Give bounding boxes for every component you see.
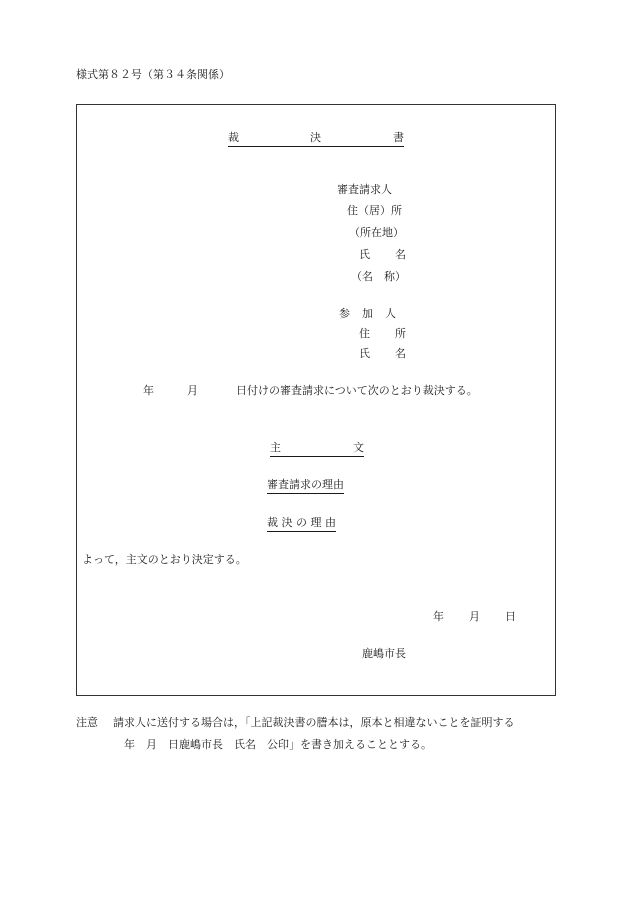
participant-heading: 参 加 人 [339, 307, 396, 320]
participant-name-label: 氏 名 [359, 347, 406, 360]
document-title [228, 131, 404, 147]
title-char-3: 書 [393, 131, 404, 144]
date-year: 年 [433, 610, 444, 623]
requester-address-label: 住（居）所 [347, 204, 402, 217]
decision-reason-heading: 裁 決 の 理 由 [267, 516, 336, 532]
intro-text: 日付けの審査請求について次のとおり裁決する。 [236, 384, 478, 397]
decision-date [433, 610, 523, 624]
requester-location-label: （所在地） [349, 226, 404, 239]
signer-title: 鹿嶋市長 [362, 647, 406, 660]
form-number-label: 様式第８２号（第３４条関係） [76, 68, 230, 81]
conclusion-text: よって，主文のとおり決定する。 [82, 553, 247, 566]
note-label: 注意 [76, 716, 98, 729]
decision-form [76, 104, 556, 696]
requester-heading: 審査請求人 [337, 183, 392, 196]
request-reason-heading: 審査請求の理由 [267, 478, 344, 494]
main-text-heading: 主 文 [270, 441, 364, 457]
date-month: 月 [469, 610, 480, 623]
title-char-2: 決 [310, 131, 321, 144]
requester-name-label: 氏 名 [359, 248, 406, 261]
intro-year: 年 [143, 384, 154, 397]
title-char-1: 裁 [228, 131, 239, 144]
decision-intro [143, 384, 503, 398]
participant-address-label: 住 所 [359, 327, 406, 340]
note-line-1: 請求人に送付する場合は，「上記裁決書の謄本は，原本と相違ないことを証明する [113, 716, 515, 729]
note-line-2: 年 月 日鹿嶋市長 氏名 公印」を書き加えることとする。 [124, 738, 432, 751]
intro-month: 月 [187, 384, 198, 397]
requester-title-name-label: （名 称） [351, 270, 406, 283]
date-day: 日 [505, 610, 516, 623]
